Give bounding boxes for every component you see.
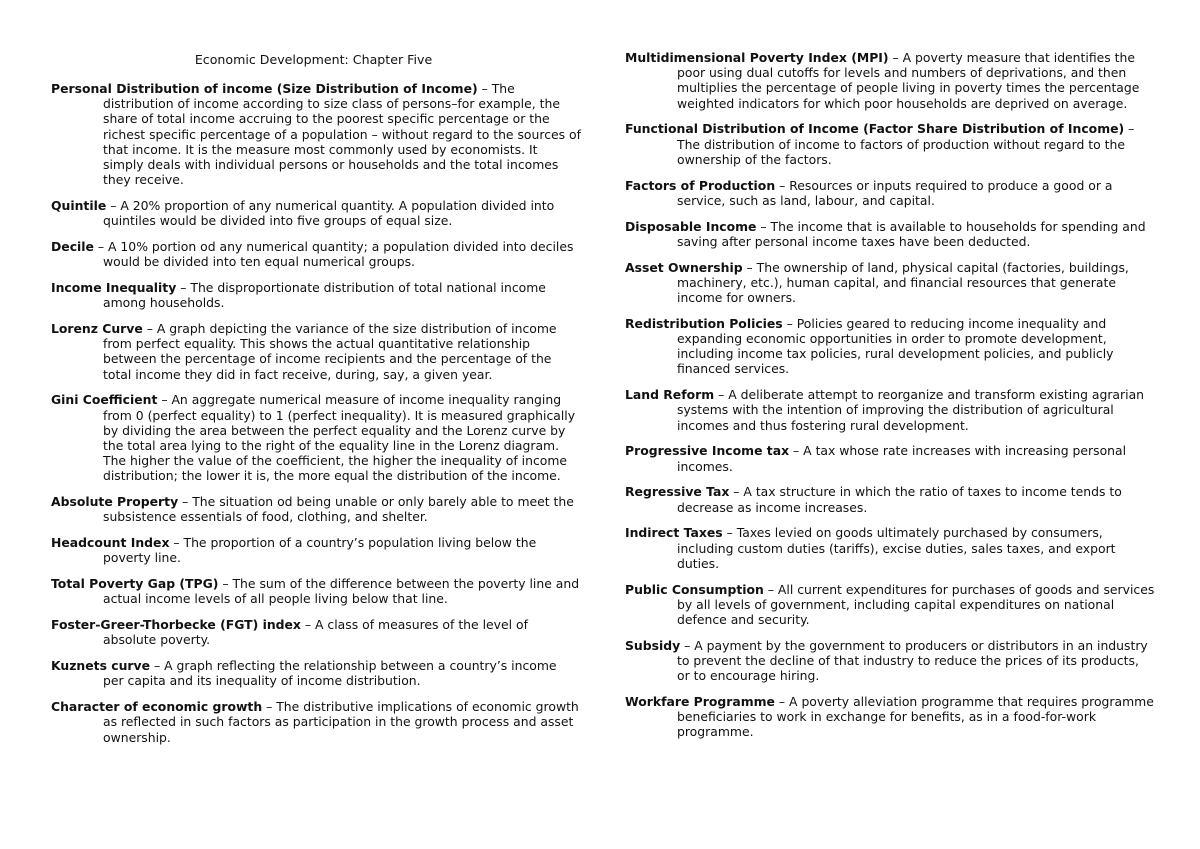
glossary-entry bbox=[51, 576, 581, 606]
right-column bbox=[625, 50, 1155, 750]
glossary-definition: – A 20% proportion of any numerical quantity. A population divided into quintiles would be divided into five groups of equal size. bbox=[103, 198, 555, 229]
glossary-entry bbox=[625, 121, 1155, 167]
glossary-definition: – Policies geared to reducing income inequality and expanding economic opportunities in order to promote development, including income tax policies, rural development policies, and publicly financed services. bbox=[677, 315, 1114, 377]
glossary-definition: – A payment by the government to producers or distributors in an industry to prevent the decline of that industry to reduce the prices of its products, or to encourage hiring. bbox=[677, 637, 1148, 684]
left-glossary-list bbox=[51, 81, 581, 745]
glossary-entry bbox=[51, 81, 581, 187]
glossary-definition: – A tax whose rate increases with increasing personal incomes. bbox=[677, 443, 1127, 474]
glossary-term: Gini Coefficient bbox=[51, 392, 158, 408]
glossary-term: Quintile bbox=[51, 198, 107, 214]
glossary-term: Regressive Tax bbox=[625, 484, 730, 500]
glossary-definition: – A poverty measure that identifies the poor using dual cutoffs for levels and numbers of deprivations, and then multiplies the percentage of people living in poverty times the percentage weighted indicators for which poor households are deprived on average. bbox=[677, 50, 1140, 111]
glossary-entry bbox=[625, 260, 1155, 306]
glossary-term: Decile bbox=[51, 239, 94, 255]
glossary-term: Functional Distribution of Income (Factor Share Distribution of Income) bbox=[625, 121, 1125, 137]
glossary-term: Asset Ownership bbox=[625, 259, 743, 275]
glossary-term: Public Consumption bbox=[625, 581, 764, 597]
glossary-entry bbox=[51, 198, 581, 228]
glossary-entry bbox=[625, 484, 1155, 514]
glossary-entry bbox=[625, 525, 1155, 571]
glossary-definition: – The income that is available to households for spending and saving after personal income taxes have been deducted. bbox=[677, 218, 1146, 249]
glossary-term: Factors of Production bbox=[625, 177, 776, 193]
glossary-definition: – An aggregate numerical measure of income inequality ranging from 0 (perfect equality) to 1 (perfect inequality). It is measured graphically by dividing the area between the perfect equality and the Lorenz curve by the total area lying to the right of the equality line in the Lorenz diagram. The higher the value of the coefficient, the higher the inequality of income distribution; the lower it is, the more equal the distribution of the income. bbox=[103, 392, 576, 484]
glossary-definition: – A 10% portion od any numerical quantity; a population divided into deciles would be divided into ten equal numerical groups. bbox=[93, 239, 574, 270]
glossary-term: Indirect Taxes bbox=[625, 525, 723, 541]
glossary-definition: – The disproportionate distribution of total national income among households. bbox=[103, 280, 546, 311]
glossary-entry bbox=[625, 443, 1155, 473]
glossary-term: Redistribution Policies bbox=[625, 315, 783, 331]
glossary-entry bbox=[51, 658, 581, 688]
glossary-entry bbox=[625, 50, 1155, 111]
glossary-definition: – The proportion of a country’s population living below the poverty line. bbox=[103, 535, 537, 566]
glossary-entry bbox=[51, 535, 581, 565]
glossary-term: Kuznets curve bbox=[51, 658, 151, 674]
glossary-definition: – The sum of the difference between the poverty line and actual income levels of all people living below that line. bbox=[103, 576, 580, 607]
glossary-definition: – The ownership of land, physical capital (factories, buildings, machinery, etc.), human capital, and financial resources that generate income for owners. bbox=[677, 259, 1129, 306]
glossary-term: Character of economic growth bbox=[51, 699, 263, 715]
glossary-definition: – The distribution of income according to size class of persons–for example, the share of total income accruing to the poorest specific percentage or the richest specific percentage of a population – without regard to the sources of that income. It is the measure most commonly used by economists. It simply deals with individual persons or households and the total incomes they receive. bbox=[103, 81, 581, 188]
glossary-term: Land Reform bbox=[625, 387, 715, 403]
glossary-entry bbox=[51, 321, 581, 382]
glossary-entry bbox=[51, 280, 581, 310]
glossary-term: Foster-Greer-Thorbecke (FGT) index bbox=[51, 617, 301, 633]
glossary-definition: – The distribution of income to factors of production without regard to the ownership of the factors. bbox=[677, 121, 1135, 167]
glossary-term: Lorenz Curve bbox=[51, 321, 143, 337]
glossary-definition: – A deliberate attempt to reorganize and transform existing agrarian systems with the intention of improving the distribution of agricultural incomes and thus fostering rural development. bbox=[677, 387, 1145, 433]
glossary-term: Headcount Index bbox=[51, 535, 170, 551]
glossary-term: Subsidy bbox=[625, 637, 681, 653]
glossary-term: Absolute Property bbox=[51, 494, 179, 510]
glossary-definition: – A poverty alleviation programme that requires programme beneficiaries to work in exchange for benefits, as in a food-for-work programme. bbox=[677, 694, 1154, 740]
glossary-term: Personal Distribution of income (Size Distribution of Income) bbox=[51, 81, 478, 96]
glossary-definition: – A tax structure in which the ratio of taxes to income tends to decrease as income increases. bbox=[677, 484, 1122, 515]
glossary-term: Disposable Income bbox=[625, 218, 757, 234]
glossary-term: Progressive Income tax bbox=[625, 443, 790, 459]
document-title: Economic Development: Chapter Five bbox=[194, 52, 433, 67]
glossary-definition: – The situation od being unable or only barely able to meet the subsistence essentials of food, clothing, and shelter. bbox=[103, 494, 574, 525]
glossary-entry bbox=[625, 582, 1155, 628]
glossary-entry bbox=[625, 694, 1155, 740]
glossary-term: Workfare Programme bbox=[625, 694, 775, 710]
glossary-entry bbox=[51, 392, 581, 483]
glossary-term: Multidimensional Poverty Index (MPI) bbox=[625, 50, 889, 65]
glossary-entry bbox=[625, 316, 1155, 377]
glossary-entry bbox=[51, 699, 581, 745]
glossary-definition: – A graph reflecting the relationship between a country’s income per capita and its inequality of income distribution. bbox=[103, 658, 557, 689]
glossary-definition: – A graph depicting the variance of the size distribution of income from perfect equality. This shows the actual quantitative relationship between the percentage of income recipients and the percentage of the total income they did in fact receive, during, say, a given year. bbox=[103, 321, 557, 382]
glossary-entry bbox=[625, 219, 1155, 249]
glossary-entry bbox=[51, 617, 581, 647]
left-column bbox=[51, 50, 581, 755]
glossary-entry bbox=[51, 239, 581, 269]
glossary-term: Income Inequality bbox=[51, 280, 177, 296]
glossary-entry bbox=[51, 494, 581, 524]
right-glossary-list bbox=[625, 50, 1155, 740]
glossary-definition: – A class of measures of the level of absolute poverty. bbox=[103, 617, 528, 648]
glossary-definition: – The distributive implications of economic growth as reflected in such factors as participation in the growth process and asset ownership. bbox=[103, 699, 579, 745]
glossary-entry bbox=[625, 178, 1155, 208]
glossary-definition: – All current expenditures for purchases of goods and services by all levels of government, including capital expenditures on national defence and security. bbox=[677, 581, 1155, 628]
glossary-definition: – Taxes levied on goods ultimately purchased by consumers, including custom duties (tariffs), excise duties, sales taxes, and export duties. bbox=[677, 525, 1116, 571]
glossary-entry bbox=[625, 638, 1155, 684]
glossary-term: Total Poverty Gap (TPG) bbox=[51, 576, 219, 592]
glossary-entry bbox=[625, 387, 1155, 433]
glossary-definition: – Resources or inputs required to produce a good or a service, such as land, labour, and capital. bbox=[677, 177, 1113, 208]
